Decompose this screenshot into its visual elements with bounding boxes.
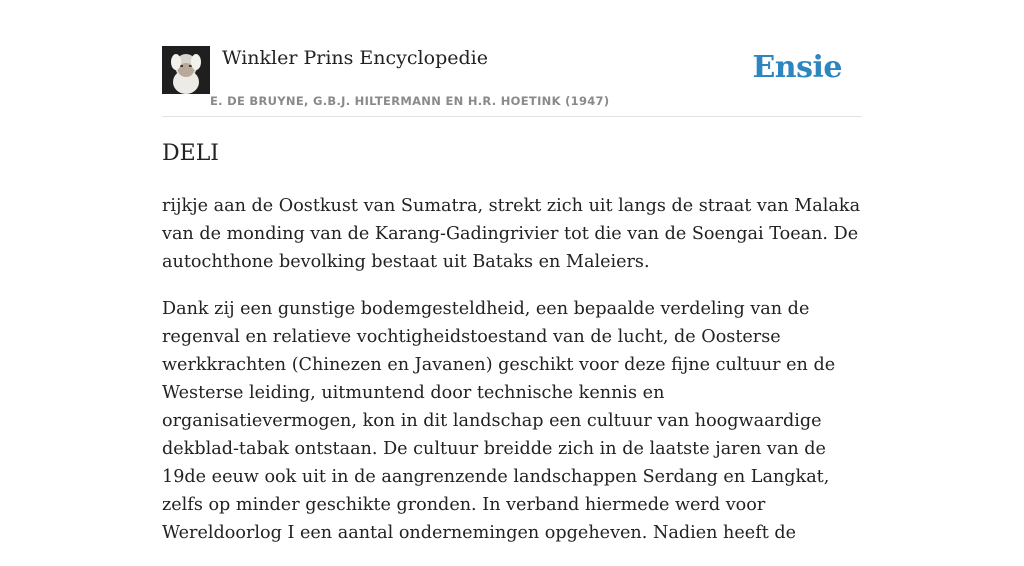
publication-authors: E. DE BRUYNE, G.B.J. HILTERMANN EN H.R. HOETINK (1947) (210, 94, 610, 108)
ensie-logo[interactable]: Ensie (752, 50, 842, 85)
publication-title[interactable]: Winkler Prins Encyclopedie (222, 47, 488, 69)
article-title: DELI (162, 141, 219, 166)
publication-header (162, 46, 862, 117)
article-paragraph: Dank zij een gunstige bodemgesteldheid, een bepaalde verdeling van de regenval en relatieve vochtigheidstoestand van de lucht, de Oosterse werkkrachten (Chinezen en Javanen) geschikt voor deze fijne cultuur en de Westerse leiding, uitmuntend door technische kennis en organisatievermogen, kon in dit landschap een cultuur van hoogwaardige dekblad-tabak ontstaan. De cultuur breidde zich in de laatste jaren van de 19de eeuw ook uit in de aangrenzende landschappen Serdang en Langkat, zelfs op minder geschikte gronden. In verband hiermede werd voor Wereldoorlog I een aantal ondernemingen opgeheven. Nadien heeft de (162, 299, 836, 543)
article-body (162, 192, 862, 566)
author-avatar[interactable] (162, 46, 210, 94)
article-paragraph: rijkje aan de Oostkust van Sumatra, strekt zich uit langs de straat van Malaka van de monding van de Karang-Gadingrivier tot die van de Soengai Toean. De autochthone bevolking bestaat uit Bataks en Maleiers. (162, 196, 861, 272)
